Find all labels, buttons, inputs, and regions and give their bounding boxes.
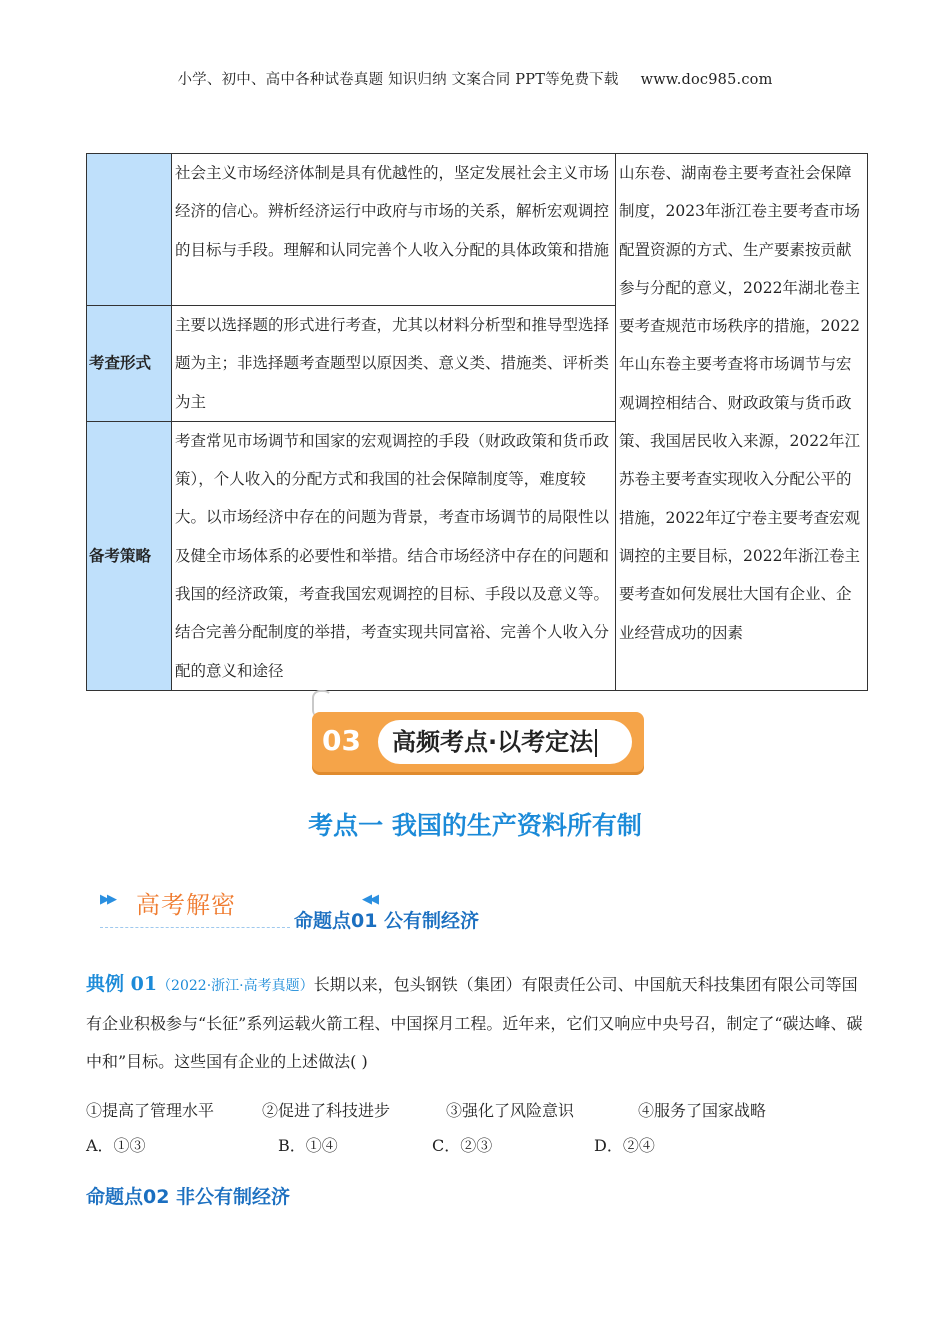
row-content-1: 社会主义市场经济体制是具有优越性的，坚定发展社会主义市场经济的信心。辨析经济运行中政府与市场的关系，解析宏观调控的目标与手段。理解和认同完善个人收入分配的具体政策和措施 xyxy=(172,154,616,306)
exam-analysis-table xyxy=(86,153,868,691)
header-site: www.doc985.com xyxy=(640,72,773,88)
proposition-point-1: 命题点01 公有制经济 xyxy=(294,910,480,932)
exam-secret-tag xyxy=(100,883,376,928)
header-text: 小学、初中、高中各种试卷真题 知识归纳 文案合同 PPT等免费下载 xyxy=(177,72,619,88)
section-title: 考点一 我国的生产资料所有制 xyxy=(308,811,642,840)
statement-1: ①提高了管理水平 xyxy=(86,1101,215,1120)
badge-number: 03 xyxy=(322,724,361,757)
example-label: 典例 01 xyxy=(86,973,158,995)
double-arrow-left-icon: ◀◀ xyxy=(362,892,376,907)
right-column-text: 山东卷、湖南卷主要考查社会保障制度，2023年浙江卷主要考查市场配置资源的方式、生产要素按贡献参与分配的意义，2022年湖北卷主要考查规范市场秩序的措施，2022年山东卷主要考查将市场调节与宏观调控相结合、财政政策与货币政策、我国居民收入来源，2022年江苏卷主要考查实现收入分配公平的措施，2022年辽宁卷主要考查宏观调控的主要目标，2022年浙江卷主要考查如何发展壮大国有企业、企业经营成功的因素 xyxy=(616,154,868,691)
statement-4: ④服务了国家战略 xyxy=(638,1101,767,1120)
choice-c: C．②③ xyxy=(432,1136,493,1155)
example-question xyxy=(86,965,866,1081)
choice-a: A．①③ xyxy=(86,1136,146,1155)
badge-title-box xyxy=(378,720,632,764)
choice-d: D．②④ xyxy=(594,1136,655,1155)
example-stem: 长期以来，包头钢铁（集团）有限责任公司、中国航天科技集团有限公司等国有企业积极参与“长征”系列运载火箭工程、中国探月工程。近年来，它们又响应中央号召，制定了“碳达峰、碳中和”目标。这些国有企业的上述做法( ) xyxy=(86,975,863,1071)
row-content-exam-form: 主要以选择题的形式进行考查，尤其以材料分析型和推导型选择题为主；非选择题考查题型以原因类、意义类、措施类、评析类为主 xyxy=(172,306,616,422)
row-label-1 xyxy=(87,154,172,306)
section-badge xyxy=(312,712,644,772)
statement-2: ②促进了科技进步 xyxy=(262,1101,391,1120)
page-header xyxy=(0,68,950,89)
proposition-point-2: 命题点02 非公有制经济 xyxy=(86,1186,291,1208)
exam-secret-label: 高考解密 xyxy=(136,891,236,919)
statement-3: ③强化了风险意识 xyxy=(446,1101,575,1120)
badge-title: 高频考点·以考定法 xyxy=(392,728,594,756)
double-arrow-right-icon: ▶▶ xyxy=(100,892,114,907)
text-cursor-icon xyxy=(595,729,597,757)
choice-b: B．①④ xyxy=(278,1136,338,1155)
row-label-strategy: 备考策略 xyxy=(87,421,172,690)
row-content-strategy: 考查常见市场调节和国家的宏观调控的手段（财政政策和货币政策），个人收入的分配方式和我国的社会保障制度等，难度较大。以市场经济中存在的问题为背景，考查市场调节的局限性以及健全市场体系的必要性和举措。结合市场经济中存在的问题和我国的经济政策，考查我国宏观调控的目标、手段以及意义等。结合完善分配制度的举措，考查实现共同富裕、完善个人收入分配的意义和途径 xyxy=(172,421,616,690)
row-label-exam-form: 考查形式 xyxy=(87,306,172,422)
example-source: （2022·浙江·高考真题） xyxy=(157,978,314,994)
